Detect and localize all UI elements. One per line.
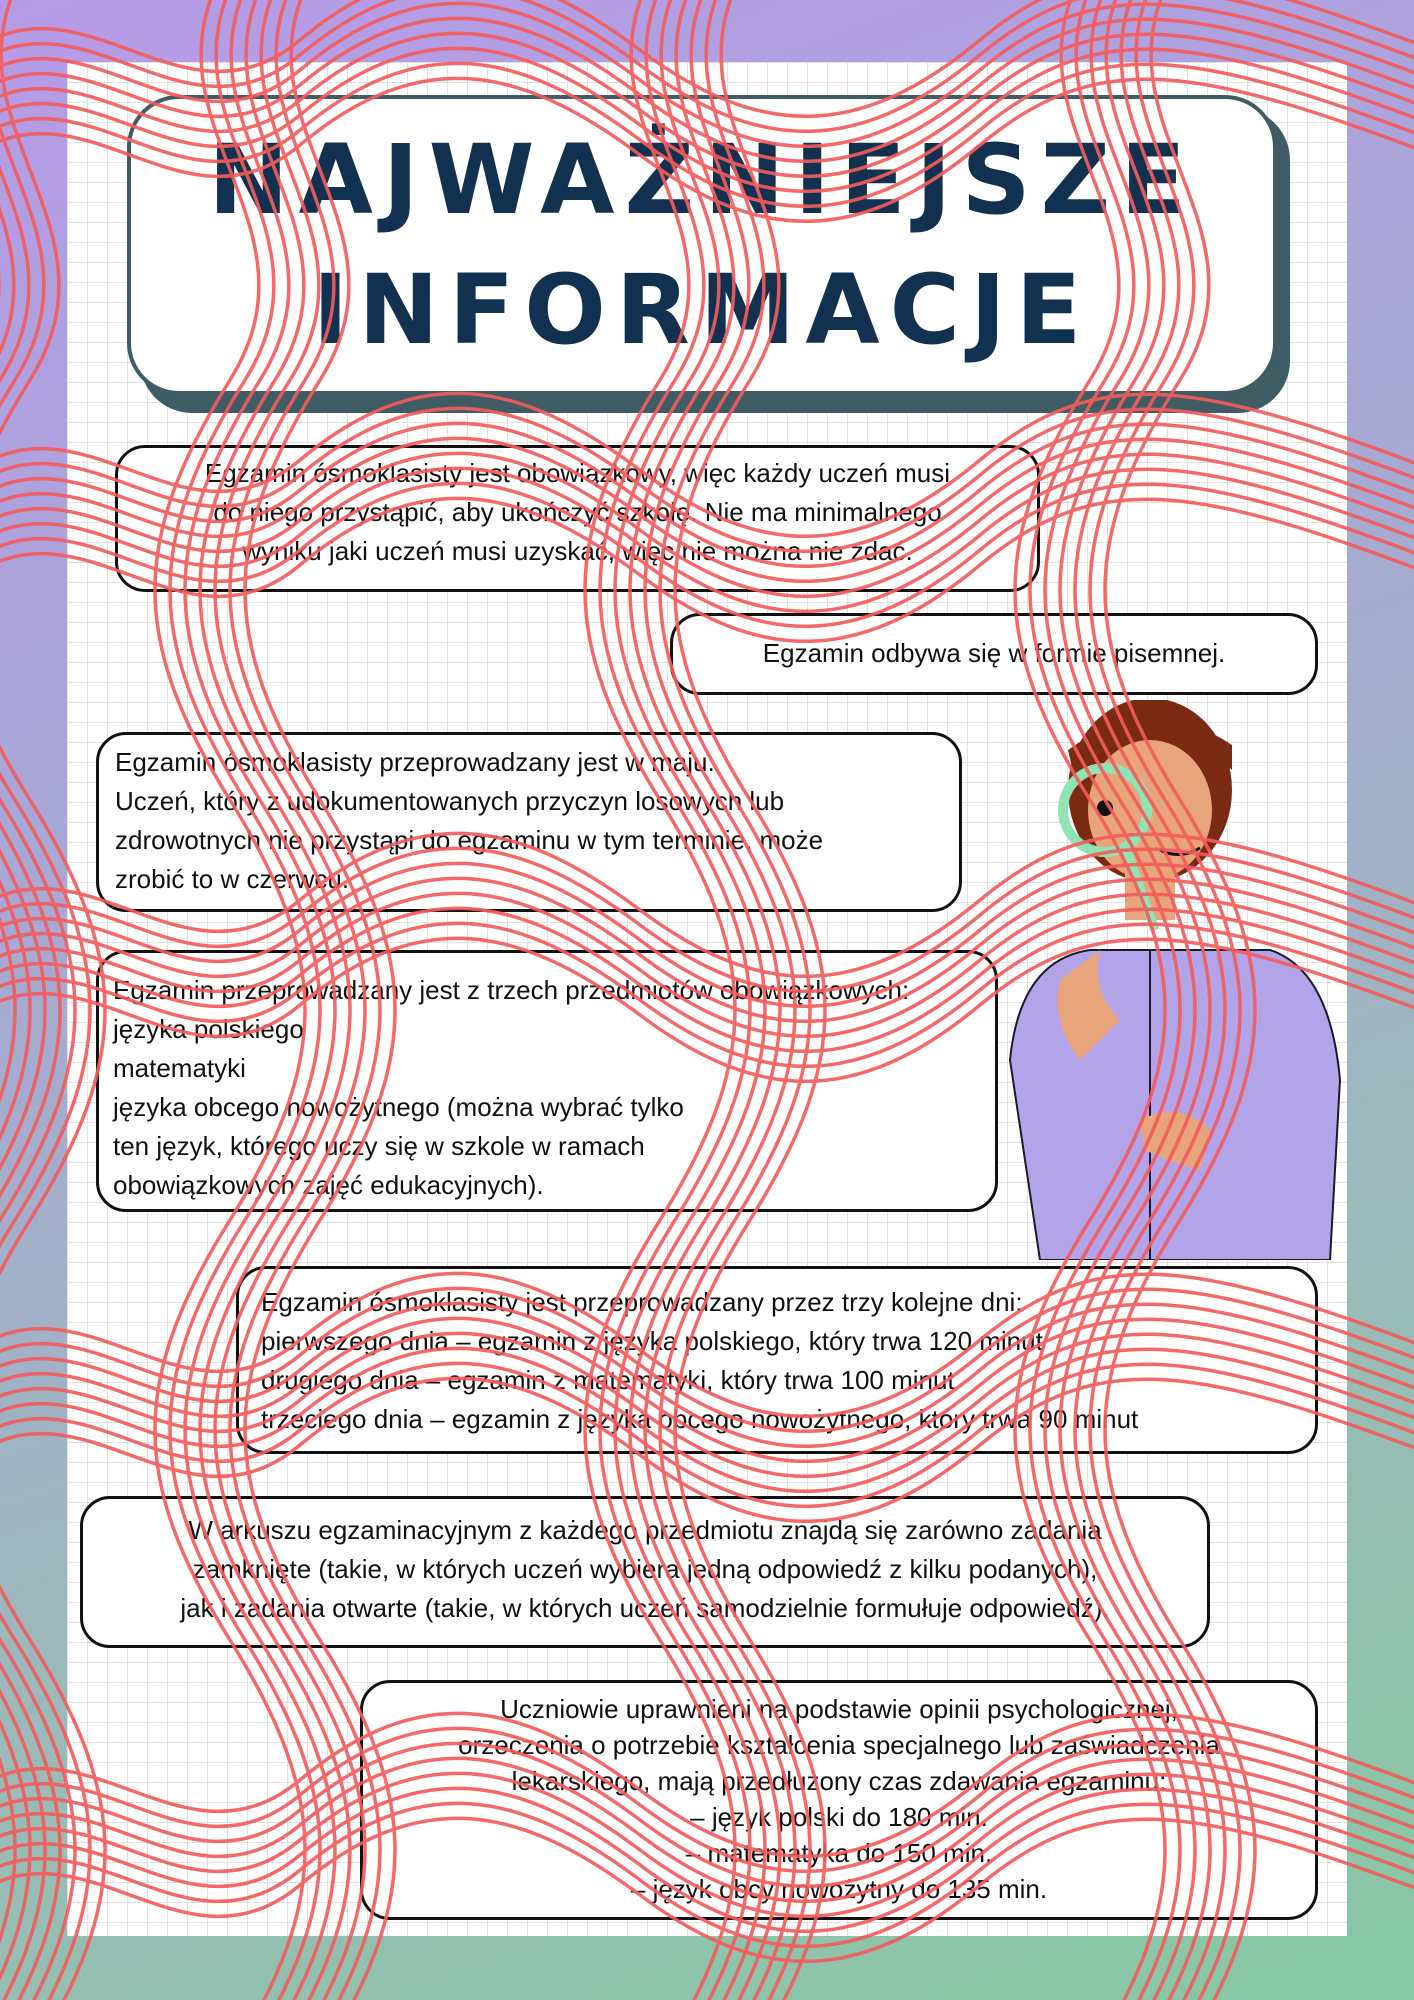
info-box-schedule bbox=[236, 1266, 1318, 1454]
info-line: wyniku jaki uczeń musi uzyskać, więc nie można nie zdać. bbox=[242, 536, 913, 566]
info-line: zrobić to w czerwcu. bbox=[115, 864, 350, 894]
info-line: ten język, którego uczy się w szkole w ramach bbox=[113, 1131, 645, 1161]
info-line: do niego przystąpić, aby ukończyć szkołę. Nie ma minimalnego bbox=[213, 497, 942, 527]
info-line: matematyki bbox=[113, 1053, 246, 1083]
info-line: – język obcy nowożytny do 135 min. bbox=[630, 1874, 1048, 1904]
girl-with-magnifier-illustration bbox=[950, 700, 1350, 1260]
info-line: Egzamin przeprowadzany jest z trzech przedmiotów obowiązkowych: bbox=[113, 975, 910, 1005]
title-line-2: INFORMACJE bbox=[312, 254, 1092, 366]
info-box-date bbox=[96, 732, 962, 912]
info-line: – język polski do 180 min. bbox=[690, 1802, 988, 1832]
info-line: Uczeń, który z udokumentowanych przyczyn losowych lub bbox=[115, 786, 785, 816]
info-line: pierwszego dnia – egzamin z języka polskiego, który trwa 120 minut bbox=[261, 1326, 1043, 1356]
info-line: Egzamin odbywa się w formie pisemnej. bbox=[762, 638, 1226, 668]
info-line: zamknięte (takie, w których uczeń wybiera jedną odpowiedź z kilku podanych), bbox=[192, 1554, 1098, 1584]
info-box-tasks bbox=[80, 1496, 1210, 1648]
info-line: Egzamin ósmoklasisty jest przeprowadzany przez trzy kolejne dni: bbox=[261, 1287, 1023, 1317]
info-line: zdrowotnych nie przystąpi do egzaminu w tym terminie, może bbox=[115, 825, 824, 855]
info-line: W arkuszu egzaminacyjnym z każdego przedmiotu znajdą się zarówno zadania bbox=[188, 1515, 1102, 1545]
info-line: języka polskiego bbox=[113, 1014, 304, 1044]
info-box-extended-time bbox=[360, 1680, 1318, 1920]
info-box-written-form bbox=[670, 613, 1318, 695]
info-line: orzeczenia o potrzebie kształcenia specjalnego lub zaświadczenia bbox=[458, 1730, 1220, 1760]
info-line: – matematyka do 150 min. bbox=[685, 1838, 993, 1868]
info-line: języka obcego nowożytnego (można wybrać tylko bbox=[113, 1092, 684, 1122]
info-line: Uczniowie uprawnieni na podstawie opinii psychologicznej, bbox=[500, 1694, 1178, 1724]
info-line: drugiego dnia – egzamin z matematyki, który trwa 100 minut bbox=[261, 1365, 955, 1395]
info-box-subjects bbox=[96, 950, 998, 1212]
info-line: obowiązkowych zajęć edukacyjnych). bbox=[113, 1170, 544, 1200]
title-box bbox=[127, 95, 1277, 395]
info-box-mandatory bbox=[115, 445, 1040, 592]
info-line: jak i zadania otwarte (takie, w których uczeń samodzielnie formułuje odpowiedź). bbox=[180, 1593, 1110, 1623]
info-line: Egzamin ósmoklasisty jest obowiązkowy, więc każdy uczeń musi bbox=[204, 458, 951, 488]
info-line: lekarskiego, mają przedłużony czas zdawania egzaminu: bbox=[511, 1766, 1167, 1796]
info-line: Egzamin ósmoklasisty przeprowadzany jest w maju. bbox=[115, 747, 715, 777]
info-line: trzeciego dnia – egzamin z języka obcego nowożytnego, który trwa 90 minut bbox=[261, 1404, 1139, 1434]
title-line-1: NAJWAŻNIEJSZE bbox=[208, 124, 1196, 236]
